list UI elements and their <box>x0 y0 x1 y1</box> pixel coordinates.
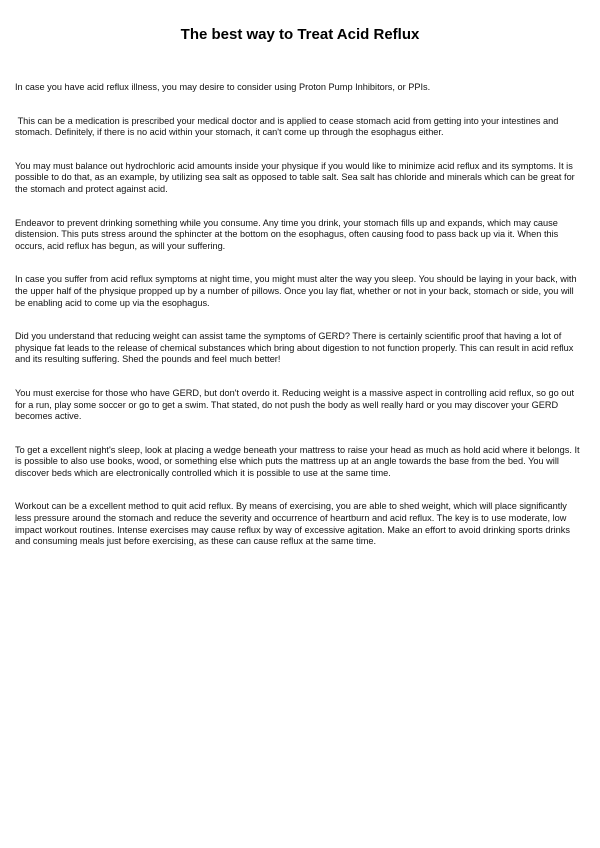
paragraph-3: You may must balance out hydrochloric acid amounts inside your physique if you would like to minimize acid reflux and its symptoms. It is possible to do that, as an example, by utilizing sea salt as opposed to table salt. Sea salt has chloride and minerals which can be great for the stomach and protect against acid. <box>15 160 578 194</box>
paragraph-2: This can be a medication is prescribed your medical doctor and is applied to cease stomach acid from getting into your intestines and stomach. Definitely, if there is no acid within your stomach, it can't come up through the esophagus either. <box>15 115 561 138</box>
page-title: The best way to Treat Acid Reflux <box>180 26 420 43</box>
paragraph-5: In case you suffer from acid reflux symptoms at night time, you might must alter the way you sleep. You should be laying in your back, with the upper half of the physique propped up by a number of pillows. Once you lay flat, whether or not in your back, stomach or side, you will be enabling acid to come up via the esophagus. <box>15 274 580 308</box>
paragraph-4: Endeavor to prevent drinking something while you consume. Any time you drink, your stomach fills up and expands, which may cause distension. This puts stress around the sphincter at the bottom on the esophagus, often causing food to pass back up via it. When this occurs, acid reflux has begun, as will your suffering. <box>15 217 561 251</box>
paragraph-9: Workout can be a excellent method to quit acid reflux. By means of exercising, you are able to shed weight, which will place significantly less pressure around the stomach and reduce the severity and occurrence of heartburn and acid reflux. The key is to use moderate, low impact workout routines. Intense exercises may cause reflux by way of excessive agitation. Make an effort to avoid drinking sports drinks and consuming meals just before exercising, as these can cause reflux at the same time. <box>15 501 573 547</box>
paragraph-1: In case you have acid reflux illness, you may desire to consider using Proton Pump Inhibitors, or PPIs. <box>15 82 431 92</box>
paragraph-7: You must exercise for those who have GERD, but don't overdo it. Reducing weight is a massive aspect in controlling acid reflux, so go out for a run, play some soccer or go to get a swim. That stated, do not push the body as well really hard or you may discover your GERD becomes active. <box>15 387 577 422</box>
document-body <box>15 82 585 548</box>
paragraph-6: Did you understand that reducing weight can assist tame the symptoms of GERD? There is certainly scientific proof that having a lot of physique fat leads to the release of chemical substances which bring about digestion to not function properly. This can result in acid reflux and its resulting suffering. Shed the pounds and feel much better! <box>15 331 576 365</box>
paragraph-8: To get a excellent night's sleep, look at placing a wedge beneath your mattress to raise your head as much as hold acid where it belongs. It is possible to also use books, wood, or something else which puts the mattress up at an angle towards the base from the bed. You will discover beds which are electronically controlled which it is possible to use at the same time. <box>15 444 583 478</box>
